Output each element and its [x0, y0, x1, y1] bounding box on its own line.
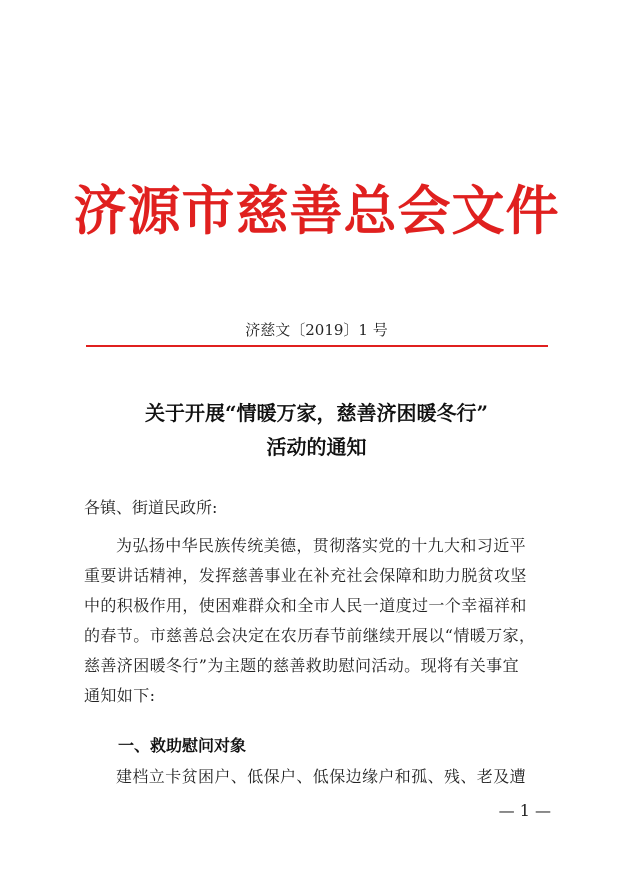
- salutation: 各镇、街道民政所:: [84, 498, 218, 517]
- document-title: [60, 396, 573, 464]
- paragraph-intro: [84, 531, 554, 711]
- paragraph-line: 为弘扬中华民族传统美德，贯彻落实党的十九大和习近平: [116, 536, 527, 555]
- paragraph-line: 中的积极作用，使困难群众和全市人民一道度过一个幸福祥和: [84, 596, 527, 615]
- document-number: 济慈文〔2019〕1 号: [245, 321, 388, 339]
- paragraph-line: 慈善济困暖冬行”为主题的慈善救助慰问活动。现将有关事宜: [84, 656, 519, 675]
- paragraph-line: 通知如下:: [84, 686, 156, 705]
- paragraph-line: 的春节。市慈善总会决定在农历春节前继续开展以“情暖万家，: [84, 626, 536, 645]
- paragraph-section-1: 建档立卡贫困户、低保户、低保边缘户和孤、残、老及遭: [116, 767, 527, 786]
- page-number: — 1 —: [498, 801, 551, 820]
- org-header-title: 济源市慈善总会文件: [73, 180, 560, 242]
- paragraph-line: 重要讲话精神，发挥慈善事业在补充社会保障和助力脱贫攻坚: [84, 566, 527, 585]
- document-title-line-1: 关于开展“情暖万家，慈善济困暖冬行”: [144, 401, 488, 425]
- section-heading: 一、救助慰问对象: [118, 736, 247, 755]
- document-title-line-2: 活动的通知: [266, 435, 367, 459]
- red-divider-line: [86, 345, 548, 347]
